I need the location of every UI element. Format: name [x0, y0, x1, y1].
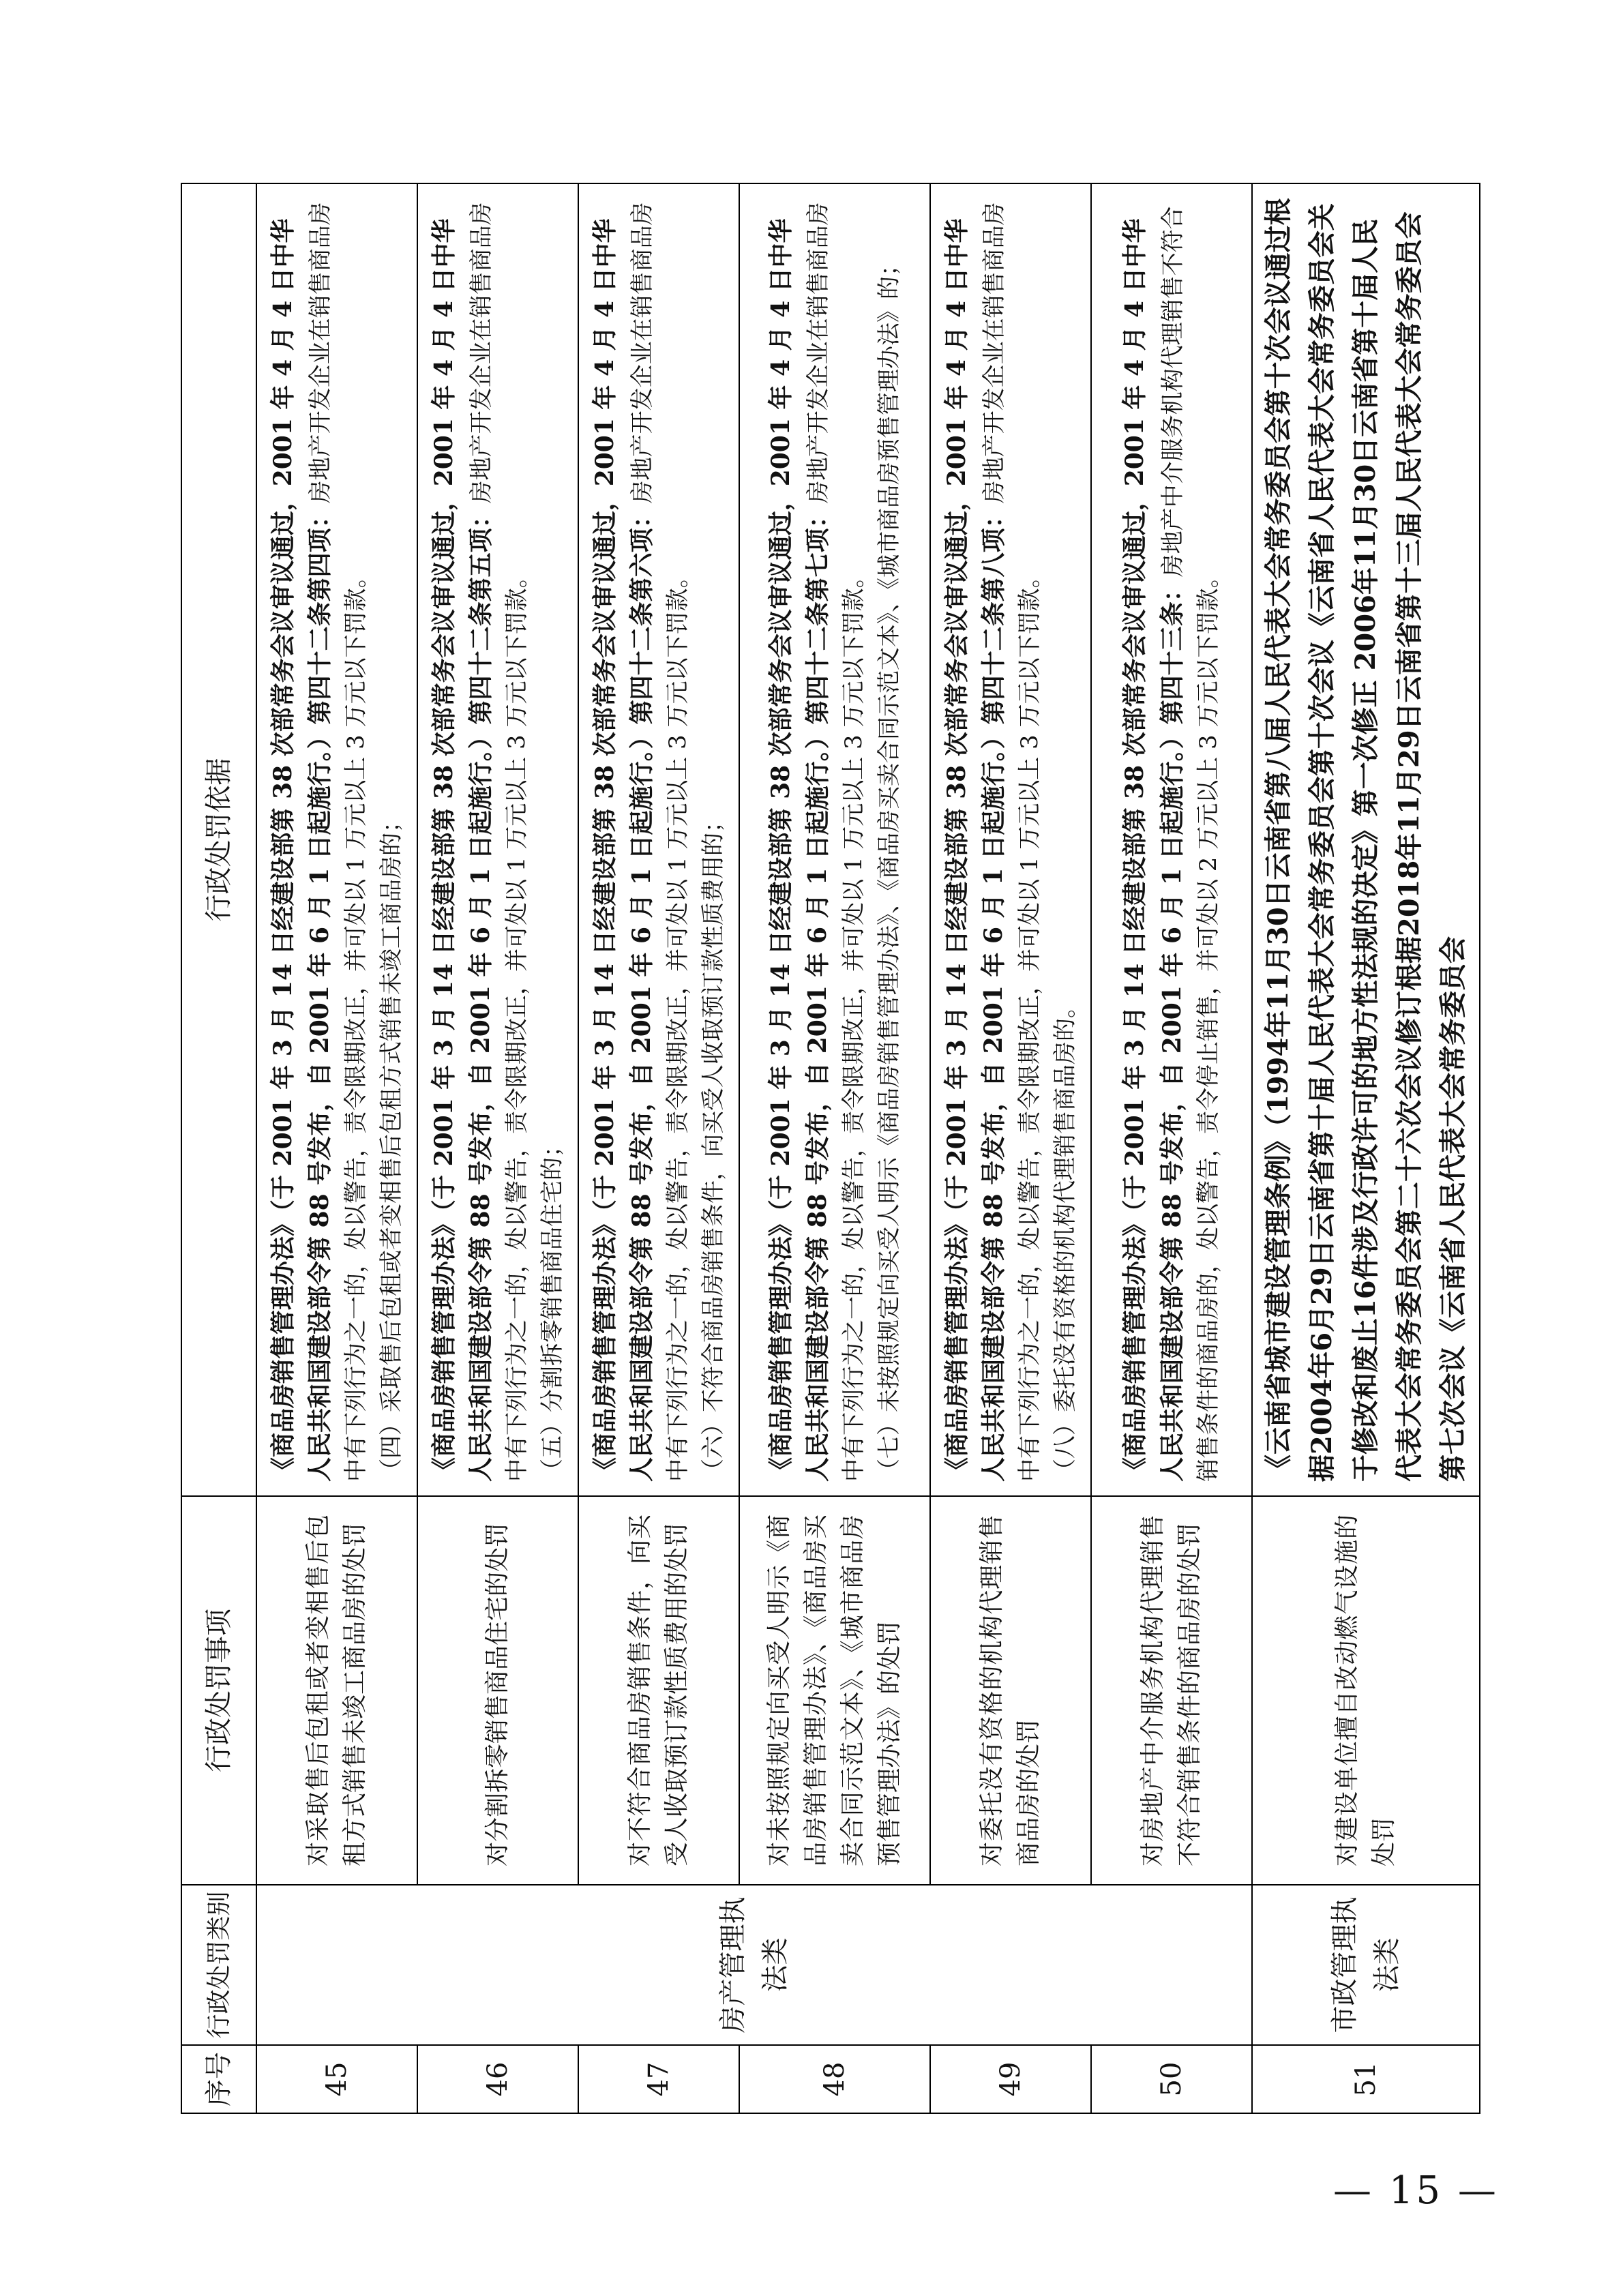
penalty-item: 对未按照规定向买受人明示《商品房销售管理办法》、《商品房买卖合同示范文本》、《城市商品房预售管理办法》的处罚	[739, 1496, 930, 1885]
table-row	[578, 183, 739, 2113]
page-number: — 15 —	[1333, 2168, 1499, 2213]
row-number: 51	[1252, 2045, 1480, 2113]
basis-law: 《云南省城市建设管理条例》（1994年11月30日云南省第八届人民代表大会常务委员会第十次会议通过根据2004年6月29日云南省第十届人民代表大会常务委员会第十次会议《云南省人民代表大会常务委员会关于修改和废止16件涉及行政许可的地方性法规的决定》第一次修正 2006年11月30日云南省第十届人民代表大会常务委员会第二十六次会议修订根据2018年11月29日云南省第十三届人民代表大会常务委员会第七次会议《云南省人民代表大会常务委员会	[1262, 198, 1469, 1482]
row-number: 45	[256, 2045, 417, 2113]
penalty-item: 对采取售后包租或者变相售后包租方式销售未竣工商品房的处罚	[256, 1496, 417, 1885]
penalty-basis	[739, 183, 930, 1496]
basis-text: 房地产开发企业在销售商品房中有下列行为之一的，处以警告，责令限期改正，并可处以 1 万元以上 3 万元以下罚款。	[307, 202, 370, 1482]
basis-text: 房地产开发企业在销售商品房中有下列行为之一的，处以警告，责令限期改正，并可处以 1 万元以上 3 万元以下罚款。	[805, 202, 868, 1482]
basis-text: 房地产开发企业在销售商品房中有下列行为之一的，处以警告，责令限期改正，并可处以 1 万元以上 3 万元以下罚款。	[629, 202, 692, 1482]
category-municipal: 市政管理执法类	[1252, 1885, 1480, 2045]
penalty-basis	[578, 183, 739, 1496]
penalty-item: 对分割拆零销售商品住宅的处罚	[417, 1496, 578, 1885]
penalty-item: 对不符合商品房销售条件，向买受人收取预订款性质费用的处罚	[578, 1496, 739, 1885]
rotated-table-container	[181, 184, 1469, 2114]
penalty-item: 对建设单位擅自改动燃气设施的处罚	[1252, 1496, 1480, 1885]
table-row	[256, 183, 417, 2113]
row-number: 49	[930, 2045, 1091, 2113]
header-category: 行政处罚类别	[181, 1885, 256, 2045]
table-row	[1091, 183, 1252, 2113]
penalty-basis	[1252, 183, 1480, 1496]
table-row	[417, 183, 578, 2113]
penalty-basis	[1091, 183, 1252, 1496]
basis-clause: （四）采取售后包租或者变相售后包租方式销售未竣工商品房的；	[377, 809, 405, 1482]
basis-law: 《商品房销售管理办法》（于 2001 年 3 月 14 日经建设部第 38 次部常务会议审议通过，2001 年 4 月 4 日中华人民共和国建设部令第 88 号发布，自 2001 年 6 月 1 日起施行。）第四十二条第五项：	[429, 218, 496, 1482]
header-no: 序号	[181, 2045, 256, 2113]
basis-text: 房地产中介服务机构代理销售不符合销售条件的商品房的，处以警告，责令停止销售，并可处以 2 万元以上 3 万元以下罚款。	[1159, 206, 1222, 1482]
row-number: 47	[578, 2045, 739, 2113]
penalty-basis	[256, 183, 417, 1496]
penalty-item: 对委托没有资格的机构代理销售商品房的处罚	[930, 1496, 1091, 1885]
row-number: 48	[739, 2045, 930, 2113]
basis-clause: （六）不符合商品房销售条件，向买受人收取预订款性质费用的；	[699, 809, 727, 1482]
header-item: 行政处罚事项	[181, 1496, 256, 1885]
table-row	[739, 183, 930, 2113]
basis-text: 房地产开发企业在销售商品房中有下列行为之一的，处以警告，责令限期改正，并可处以 1 万元以上 3 万元以下罚款。	[981, 202, 1044, 1482]
row-number: 46	[417, 2045, 578, 2113]
basis-clause: （七）未按照规定向买受人明示《商品房销售管理办法》、《商品房买卖合同示范文本》、《城市商品房预售管理办法》的；	[875, 253, 903, 1482]
row-number: 50	[1091, 2045, 1252, 2113]
penalty-item: 对房地产中介服务机构代理销售不符合销售条件的商品房的处罚	[1091, 1496, 1252, 1885]
penalty-basis	[930, 183, 1091, 1496]
basis-law: 《商品房销售管理办法》（于 2001 年 3 月 14 日经建设部第 38 次部常务会议审议通过，2001 年 4 月 4 日中华人民共和国建设部令第 88 号发布，自 2001 年 6 月 1 日起施行。）第四十二条第六项：	[590, 218, 657, 1482]
penalty-basis	[417, 183, 578, 1496]
basis-law: 《商品房销售管理办法》（于 2001 年 3 月 14 日经建设部第 38 次部常务会议审议通过，2001 年 4 月 4 日中华人民共和国建设部令第 88 号发布，自 2001 年 6 月 1 日起施行。）第四十三条：	[1120, 218, 1187, 1482]
header-basis: 行政处罚依据	[181, 183, 256, 1496]
table-row	[930, 183, 1091, 2113]
basis-clause: （八）委托没有资格的机构代理销售商品房的。	[1051, 995, 1079, 1482]
category-housing: 房产管理执法类	[256, 1885, 1252, 2045]
table-header-row	[181, 183, 256, 2113]
basis-text: 房地产开发企业在销售商品房中有下列行为之一的，处以警告，责令限期改正，并可处以 1 万元以上 3 万元以下罚款。	[468, 202, 531, 1482]
basis-law: 《商品房销售管理办法》（于 2001 年 3 月 14 日经建设部第 38 次部常务会议审议通过，2001 年 4 月 4 日中华人民共和国建设部令第 88 号发布，自 2001 年 6 月 1 日起施行。）第四十二条第七项：	[766, 218, 833, 1482]
basis-law: 《商品房销售管理办法》（于 2001 年 3 月 14 日经建设部第 38 次部常务会议审议通过，2001 年 4 月 4 日中华人民共和国建设部令第 88 号发布，自 2001 年 6 月 1 日起施行。）第四十二条第八项：	[942, 218, 1009, 1482]
penalty-table	[181, 183, 1480, 2114]
table-row	[1252, 183, 1480, 2113]
basis-law: 《商品房销售管理办法》（于 2001 年 3 月 14 日经建设部第 38 次部常务会议审议通过，2001 年 4 月 4 日中华人民共和国建设部令第 88 号发布，自 2001 年 6 月 1 日起施行。）第四十二条第四项：	[268, 218, 335, 1482]
basis-clause: （五）分割拆零销售商品住宅的；	[538, 1134, 566, 1482]
